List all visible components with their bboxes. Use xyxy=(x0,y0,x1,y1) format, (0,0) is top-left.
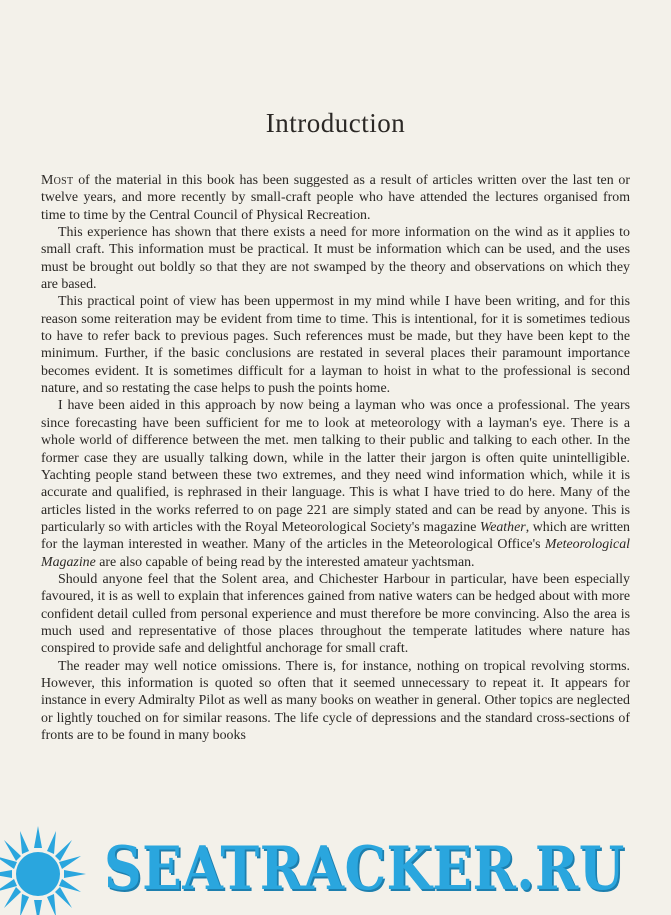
paragraph-4-text: I have been aided in this approach by now being a layman who was once a professional. The years since forecasting have been sufficient for me to look at meteorology with a layman's eye. There is a whole world of difference between the met. men talking to their public and talking to each other. In the former case they are usually talking down, while in the latter their jargon is often quite unintelligible. Yachting people stand between these two extremes, and they need wind information which, while it is accurate and qualified, is rephrased in their language. This is what I have tried to do here. Many of the articles listed in the works referred to on page 221 are simply stated and can be read by anyone. This is particularly so with articles with the Royal Meteorological Society's magazine xyxy=(41,398,630,535)
watermark-text: SEATRACKER.RU xyxy=(104,834,625,904)
paragraph-1 xyxy=(41,172,630,224)
drop-smallcaps: Most xyxy=(41,173,74,188)
met-magazine-title: Meteorological Magazine xyxy=(41,537,630,570)
weather-magazine-title: Weather xyxy=(479,519,526,535)
paragraph-1-text: of the material in this book has been suggested as a result of articles written over the last ten or twelve years, and more recently by small-craft people who have attended the lectures organised from time to time by the Central Council of Physical Recreation. xyxy=(41,173,630,223)
paragraph-6: The reader may well notice omissions. There is, for instance, nothing on tropical revolving storms. However, this information is quoted so often that it seemed unnecessary to repeat it. It appears for instance in every Admiralty Pilot as well as many books on weather in general. Other topics are neglected or lightly touched on for similar reasons. The life cycle of depressions and the standard cross-sections of fronts are to be found in many books xyxy=(41,658,630,743)
page-title: Introduction xyxy=(265,108,406,138)
paragraph-4-end: are also capable of being read by the interested amateur yachtsman. xyxy=(95,554,475,570)
sun-logo-icon xyxy=(0,820,100,915)
watermark xyxy=(0,820,671,915)
paragraph-3: This practical point of view has been uppermost in my mind while I have been writing, and for this reason some reiteration may be evident from time to time. This is intentional, for it is sometimes tedious to have to refer back to previous pages. Such references must be made, but they have been kept to the minimum. Further, if the basic conclusions are restated in several places their paramount importance becomes evident. It is sometimes difficult for a layman to hoist in what to the professional is second nature, and so restating the case helps to push the points home. xyxy=(41,294,630,397)
paragraph-2: This experience has shown that there exists a need for more information on the wind as it applies to small craft. This information must be practical. It must be information which can be used, and the uses must be brought out boldly so that they are not swamped by the theory and observations on which they are based. xyxy=(41,225,630,293)
introduction-text xyxy=(41,172,630,744)
paragraph-4-middle: , which are written for the layman interested in weather. Many of the articles in the Meteorological Office's xyxy=(41,519,630,553)
paragraph-5: Should anyone feel that the Solent area, and Chichester Harbour in particular, have been especially favoured, it is as well to explain that inferences gained from native waters can be hedged about with more confident detail culled from personal experience and must therefore be more convincing. Also the area is much used and representative of those places throughout the temperate latitudes where nature has conspired to provide safe and delightful anchorage for small craft. xyxy=(41,571,630,657)
paragraph-4 xyxy=(41,397,630,570)
